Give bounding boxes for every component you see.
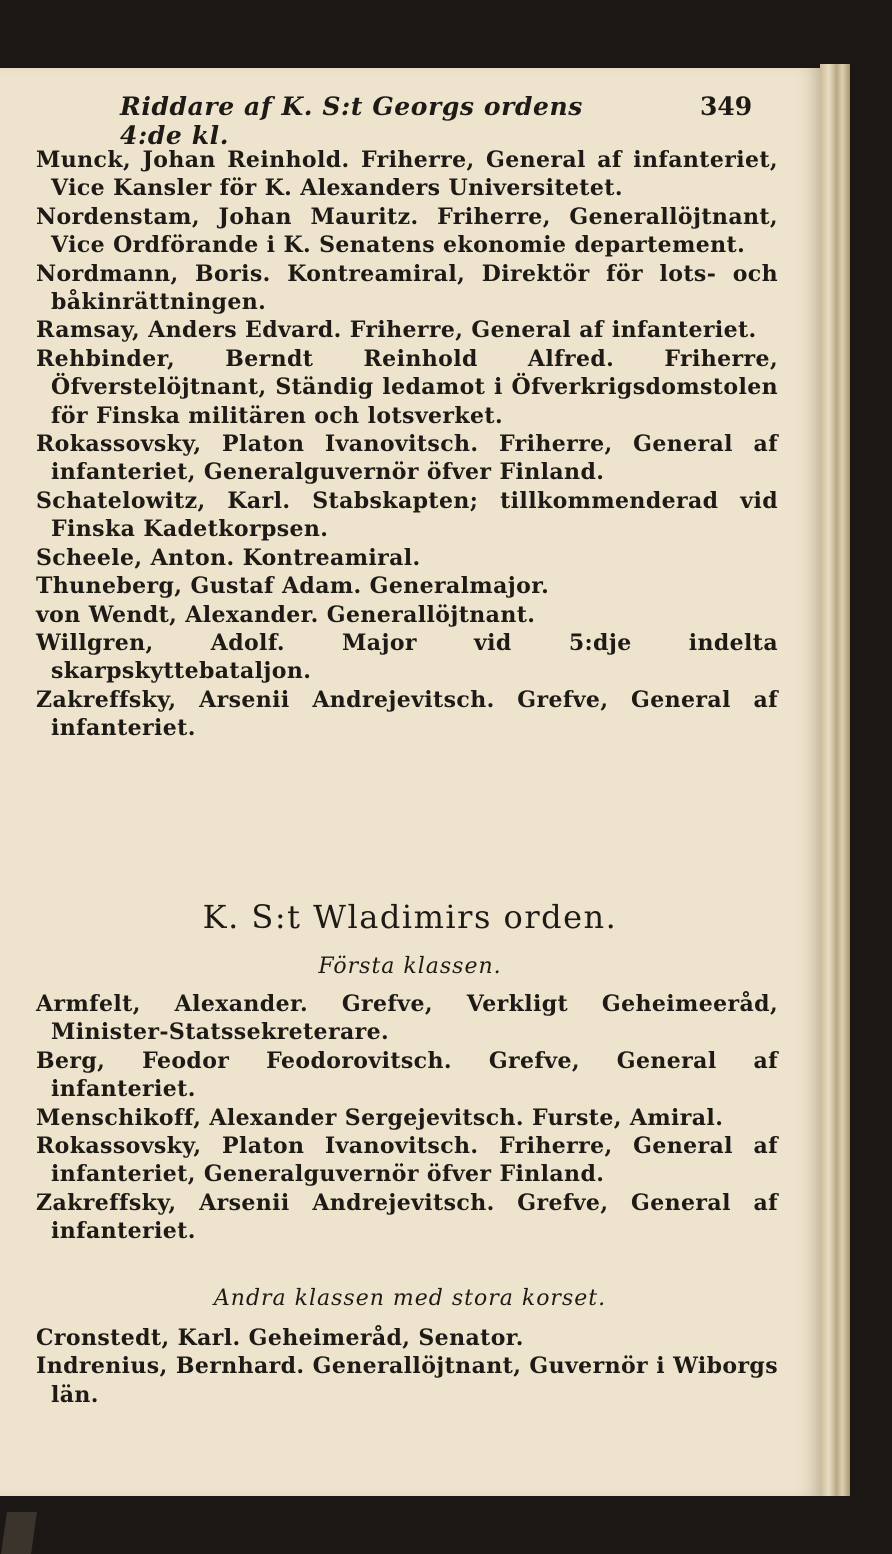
list-item: von Wendt, Alexander. Generallöjtnant. <box>36 601 536 628</box>
page-edge <box>820 64 850 1496</box>
list-item: Zakreffsky, Arsenii Andrejevitsch. Grefve, General af infanteriet. <box>36 686 778 742</box>
list-item: Schatelowitz, Karl. Stabskapten; tillkommenderad vid Finska Kadetkorpsen. <box>36 487 778 543</box>
list-item: Munck, Johan Reinhold. Friherre, General af infanteriet, Vice Kansler för K. Alexanders Universitetet. <box>36 147 778 202</box>
list-item: Nordenstam, Johan Mauritz. Friherre, Generallöjtnant, Vice Ordförande i K. Senatens ekonomie departement. <box>36 203 778 259</box>
list-item: Ramsay, Anders Edvard. Friherre, General af infanteriet. <box>36 317 757 344</box>
class1-heading: Första klassen. <box>318 954 502 979</box>
list-item: Rokassovsky, Platon Ivanovitsch. Friherre, General af infanteriet, Generalguvernör öfver Finland. <box>36 431 778 486</box>
binding-mark <box>1 1512 37 1554</box>
page-number: 349 <box>700 92 753 121</box>
list-item: Willgren, Adolf. Major vid 5:dje indelta skarpskyttebataljon. <box>36 629 778 685</box>
book-page <box>0 68 820 1496</box>
list-item: Armfelt, Alexander. Grefve, Verkligt Geheimeeråd, Minister-Statssekreterare. <box>36 991 778 1046</box>
running-header: Riddare af K. S:t Georgs ordens 4:de kl. <box>120 92 583 150</box>
list-item: Rehbinder, Berndt Reinhold Alfred. Friherre, Öfverstelöjtnant, Ständig ledamot i Öfverkrigsdomstolen för Finska militären och lotsverket. <box>36 345 778 429</box>
list-item: Zakreffsky, Arsenii Andrejevitsch. Grefve, General af infanteriet. <box>36 1189 778 1245</box>
section1-entry-list <box>36 146 778 743</box>
page-content <box>0 68 820 1496</box>
order-title: K. S:t Wladimirs orden. <box>202 898 618 936</box>
class2-heading: Andra klassen med stora korset. <box>213 1286 607 1311</box>
list-item: Berg, Feodor Feodorovitsch. Grefve, General af infanteriet. <box>36 1047 778 1103</box>
class1-entry-list <box>36 990 778 1246</box>
list-item: Thuneberg, Gustaf Adam. Generalmajor. <box>36 573 550 600</box>
list-item: Indrenius, Bernhard. Generallöjtnant, Guvernör i Wiborgs län. <box>36 1353 779 1408</box>
list-item: Scheele, Anton. Kontreamiral. <box>36 544 421 571</box>
list-item: Rokassovsky, Platon Ivanovitsch. Friherre, General af infanteriet, Generalguvernör öfver Finland. <box>36 1133 778 1188</box>
list-item: Cronstedt, Karl. Geheimeråd, Senator. <box>36 1325 524 1351</box>
list-item: Menschikoff, Alexander Sergejevitsch. Furste, Amiral. <box>36 1104 724 1131</box>
class2-entry-list <box>36 1324 778 1409</box>
list-item: Nordmann, Boris. Kontreamiral, Direktör för lots- och båkinrättningen. <box>36 260 778 316</box>
